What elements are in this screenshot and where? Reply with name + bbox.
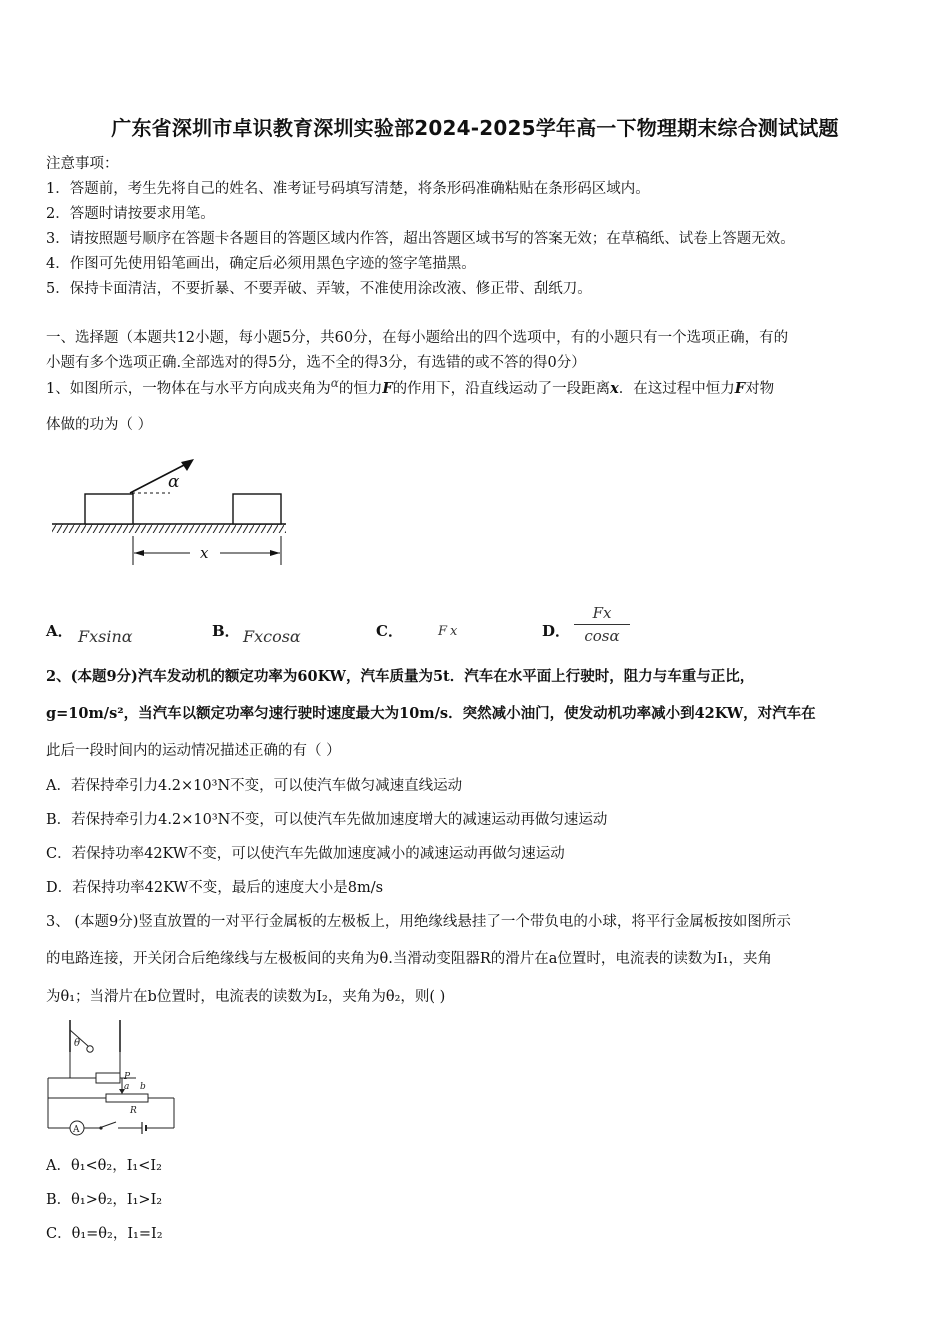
theta-label: θ	[74, 1038, 81, 1049]
notice-item: 3．请按照题号顺序在答题卡各题目的答题区域内作答，超出答题区域书写的答案无效；在草稿纸、试卷上答题无效。	[46, 231, 795, 247]
q2-stem-line: g=10m/s²，当汽车以额定功率匀速行驶时速度最大为10m/s．突然减小油门，使发动机功率减小到42KW，对汽车在	[46, 705, 816, 722]
fixed-resistor	[96, 1073, 120, 1083]
alpha-symbol: α	[330, 376, 339, 390]
q3-stem-line: 为θ₁；当滑片在b位置时，电流表的读数为I₂，夹角为θ₂，则( )	[46, 989, 446, 1005]
charged-ball	[87, 1046, 93, 1052]
notice-item: 5．保持卡面清洁，不要折暴、不要弄破、弄皱，不准使用涂改液、修正带、刮纸刀。	[46, 281, 592, 297]
q1-text: 1、如图所示，一物体在与水平方向成夹角为	[46, 380, 331, 397]
q1-text: 的恒力	[338, 380, 383, 397]
alpha-label: α	[168, 472, 180, 492]
dimension-arrow-right	[270, 550, 280, 556]
q2-option: C．若保持功率42KW不变，可以使汽车先做加速度减小的减速运动再做匀速运动	[46, 846, 565, 862]
notice-heading: 注意事项：	[46, 156, 119, 172]
fraction-numerator: Fx	[574, 604, 630, 625]
q2-option: B．若保持牵引力4.2×10³N不变，可以使汽车先做加速度增大的减速运动再做匀速运动	[46, 812, 608, 828]
q3-option: A．θ₁<θ₂，I₁<I₂	[46, 1158, 162, 1174]
page-title: 广东省深圳市卓识教育深圳实验部2024-2025学年高一下物理期末综合测试试题	[111, 116, 839, 140]
distance-symbol: x	[610, 379, 619, 397]
force-symbol: F	[382, 379, 393, 397]
option-d-label: D．	[542, 622, 571, 640]
q3-stem-line: 3、 (本题9分)竖直放置的一对平行金属板的左极板上，用绝缘线悬挂了一个带负电的小球，将平行金属板按如图所示	[46, 914, 791, 930]
block-end	[233, 494, 281, 524]
q3-option: C．θ₁=θ₂，I₁=I₂	[46, 1226, 163, 1242]
section-intro-line: 一、选择题（本题共12小题，每小题5分，共60分，在每小题给出的四个选项中，有的小题只有一个选项正确，有的	[46, 330, 789, 346]
fraction-denominator: cosα	[584, 627, 620, 645]
q3-option: B．θ₁>θ₂，I₁>I₂	[46, 1192, 163, 1208]
position-b-label: b	[140, 1082, 146, 1092]
option-b-formula: Fxcosα	[243, 627, 301, 646]
slider-p-label: P	[124, 1072, 131, 1082]
q3-circuit-figure	[44, 1018, 184, 1140]
q1-text: 对物	[745, 380, 775, 397]
option-a-label: A．	[46, 622, 73, 640]
q2-stem-line: 此后一段时间内的运动情况描述正确的有（ ）	[46, 743, 341, 759]
ammeter-label: A	[73, 1125, 80, 1135]
q3-stem-line: 的电路连接，开关闭合后绝缘线与左极板间的夹角为θ.当滑动变阻器R的滑片在a位置时，电流表的读数为I₁，夹角	[46, 951, 772, 967]
notice-item: 2．答题时请按要求用笔。	[46, 206, 215, 222]
rheostat	[106, 1094, 148, 1102]
option-a-formula: Fxsinα	[78, 627, 133, 646]
q2-stem-line: 2、(本题9分)汽车发动机的额定功率为60KW，汽车质量为5t．汽车在水平面上行驶时，阻力与车重与正比，	[46, 668, 755, 685]
option-b-label: B．	[212, 622, 240, 640]
q1-stem-line1	[46, 376, 774, 398]
q1-stem-line2: 体做的功为（ ）	[46, 417, 153, 433]
option-c-formula: Fx	[438, 624, 461, 639]
x-label: x	[200, 544, 209, 562]
option-d-fraction	[574, 604, 630, 645]
notice-item: 4．作图可先使用铅笔画出，确定后必须用黑色字迹的签字笔描黑。	[46, 256, 476, 272]
section-intro-line: 小题有多个选项正确.全部选对的得5分，选不全的得3分，有选错的或不答的得0分）	[46, 355, 586, 371]
switch-icon	[102, 1122, 116, 1127]
notice-item: 1．答题前，考生先将自己的姓名、准考证号码填写清楚，将条形码准确粘贴在条形码区域内。	[46, 181, 650, 197]
q1-figure	[50, 455, 290, 570]
option-c-label: C．	[376, 622, 403, 640]
position-a-label: a	[124, 1082, 130, 1092]
force-symbol: F	[734, 379, 746, 397]
q1-text: 的作用下，沿直线运动了一段距离	[392, 380, 611, 397]
q2-option: D．若保持功率42KW不变，最后的速度大小是8m/s	[46, 880, 384, 896]
dimension-arrow-left	[134, 550, 144, 556]
block-start	[85, 494, 133, 524]
ground-hatching	[52, 524, 286, 533]
rheostat-r-label: R	[130, 1106, 137, 1116]
q2-option: A．若保持牵引力4.2×10³N不变，可以使汽车做匀减速直线运动	[46, 778, 463, 794]
q1-text: ．在这过程中恒力	[618, 380, 735, 397]
